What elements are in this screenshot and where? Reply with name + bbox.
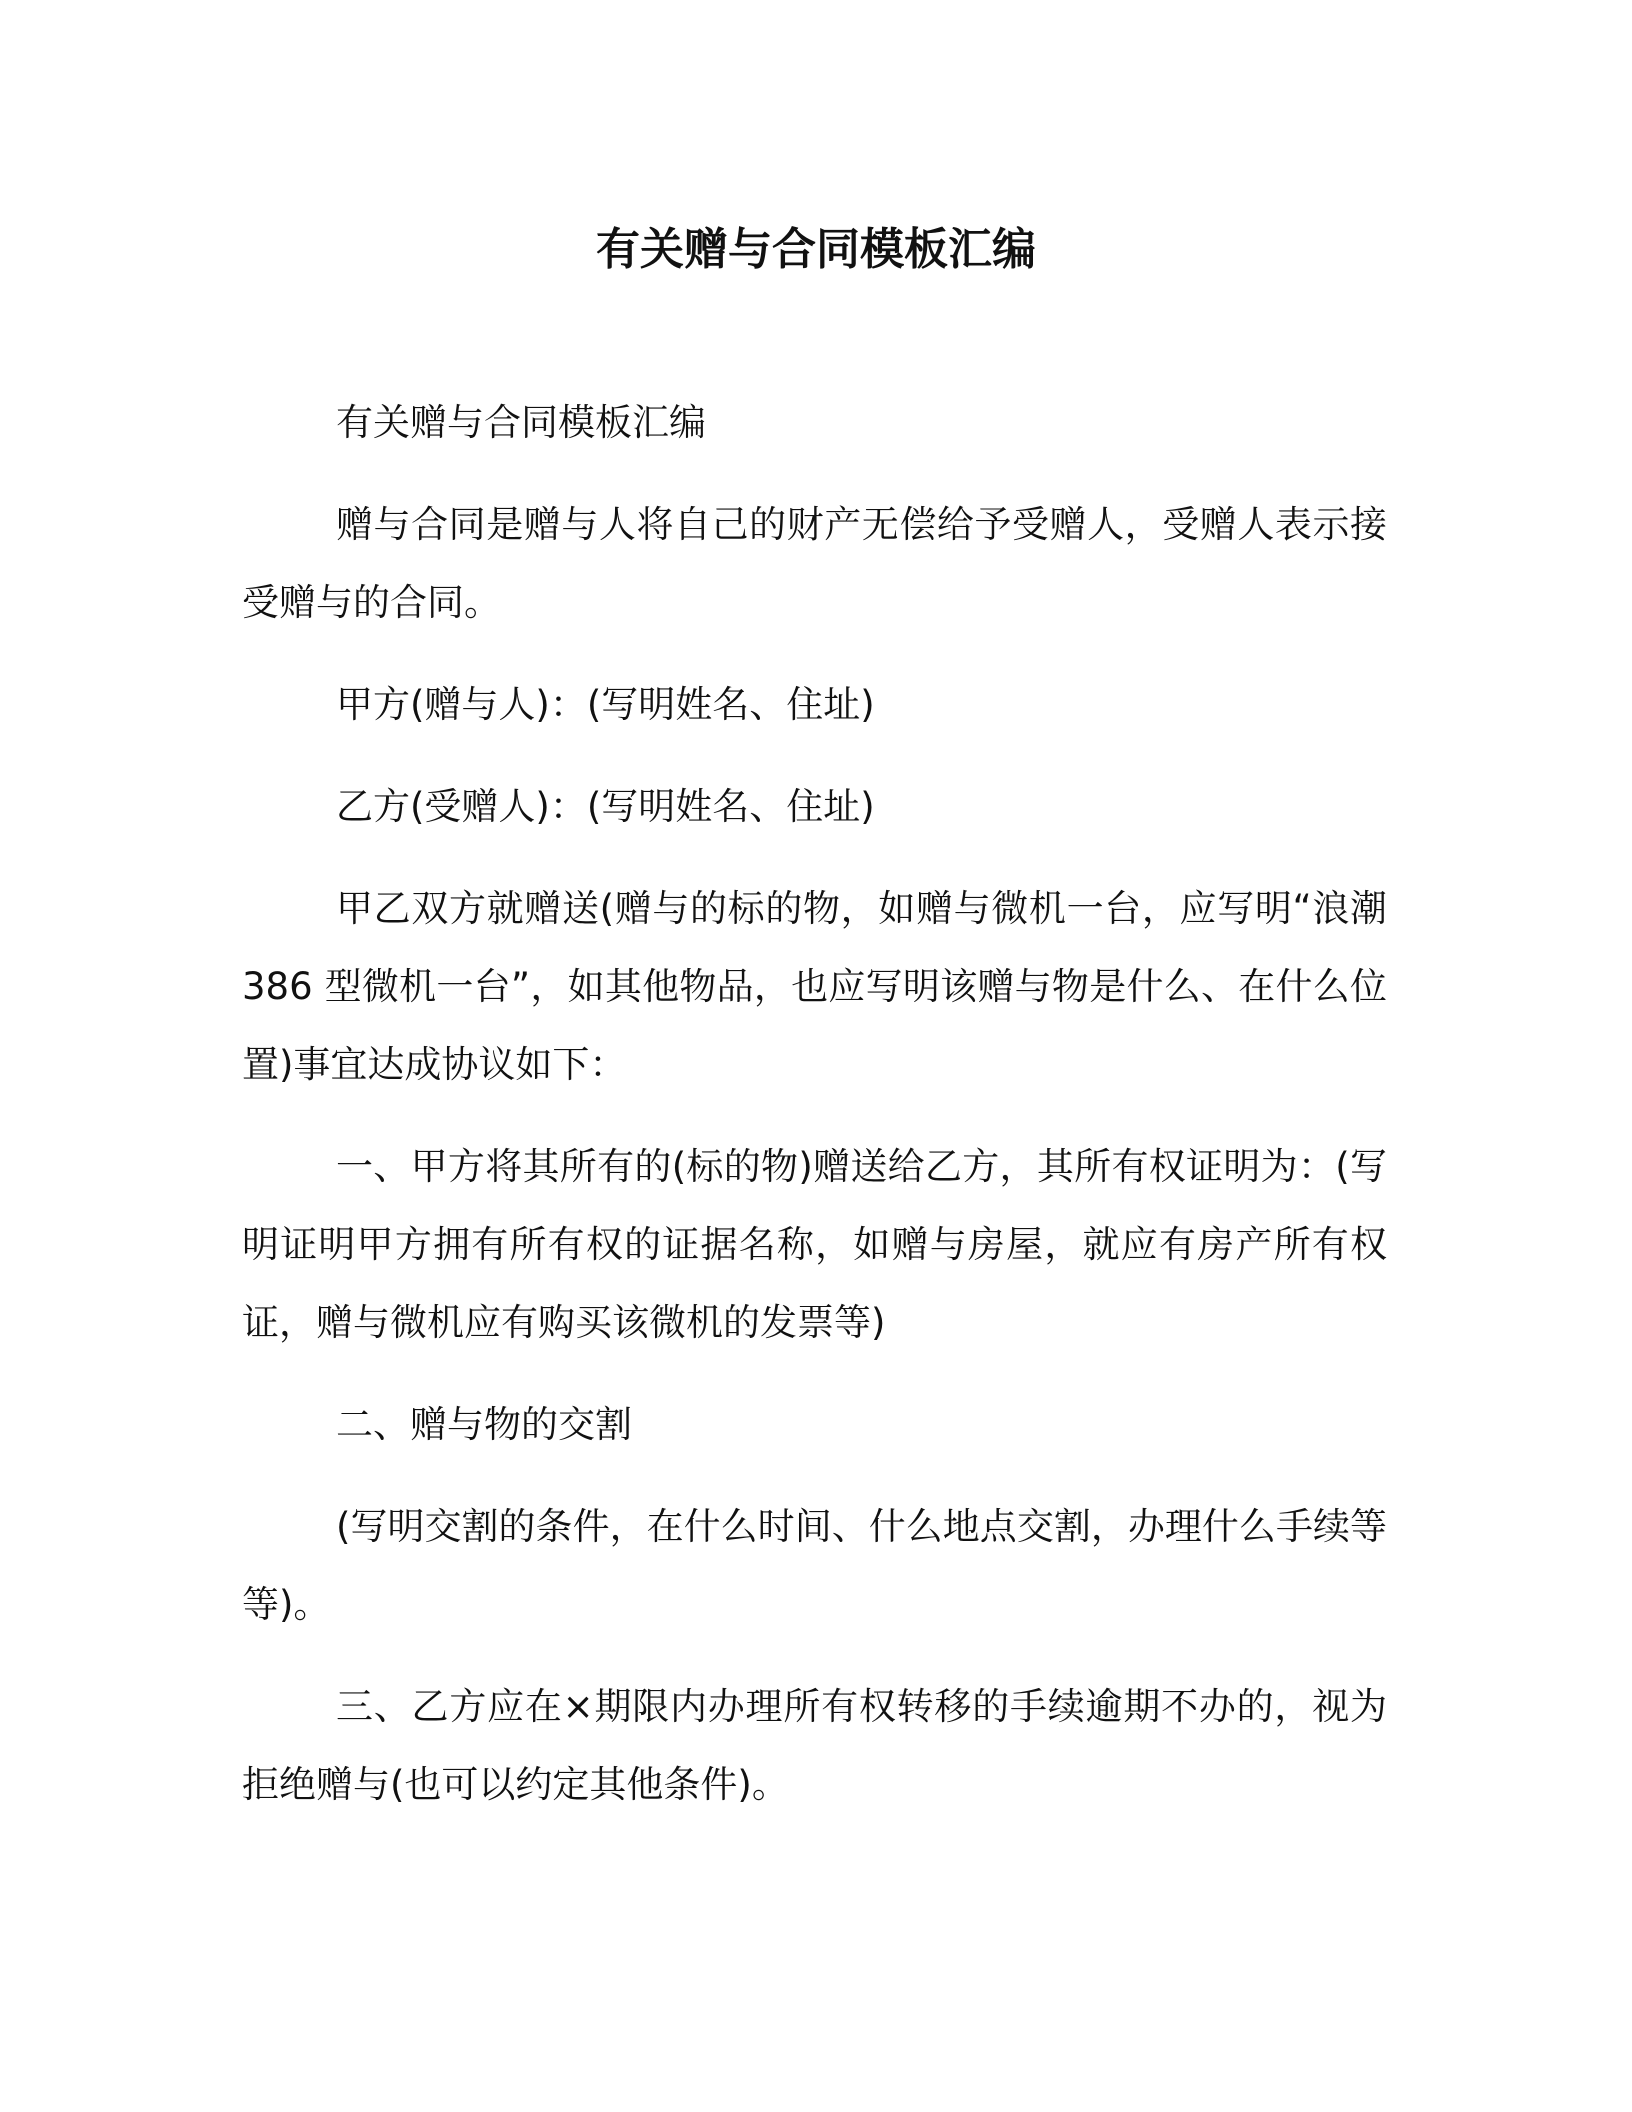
subtitle-paragraph: 有关赠与合同模板汇编 xyxy=(336,401,706,444)
party-a-paragraph: 甲方(赠与人)：(写明姓名、住址) xyxy=(336,683,875,726)
party-b-paragraph: 乙方(受赠人)：(写明姓名、住址) xyxy=(336,785,875,828)
clause-2-heading: 二、赠与物的交割 xyxy=(336,1403,632,1446)
document-title: 有关赠与合同模板汇编 xyxy=(596,224,1036,275)
agreement-intro-paragraph: 甲乙双方就赠送(赠与的标的物，如赠与微机一台，应写明“浪潮 386 型微机一台”，如其他物品，也应写明该赠与物是什么、在什么位置)事宜达成协议如下： xyxy=(242,887,1387,1086)
clause-2-paragraph: (写明交割的条件，在什么时间、什么地点交割，办理什么手续等等)。 xyxy=(242,1505,1387,1626)
document-body xyxy=(242,384,1387,1848)
clause-3-paragraph: 三、乙方应在×期限内办理所有权转移的手续逾期不办的，视为拒绝赠与(也可以约定其他条件)。 xyxy=(242,1685,1387,1806)
clause-1-paragraph: 一、甲方将其所有的(标的物)赠送给乙方，其所有权证明为：(写明证明甲方拥有所有权的证据名称，如赠与房屋，就应有房产所有权证，赠与微机应有购买该微机的发票等) xyxy=(242,1145,1387,1344)
definition-paragraph: 赠与合同是赠与人将自己的财产无偿给予受赠人，受赠人表示接受赠与的合同。 xyxy=(242,503,1387,624)
